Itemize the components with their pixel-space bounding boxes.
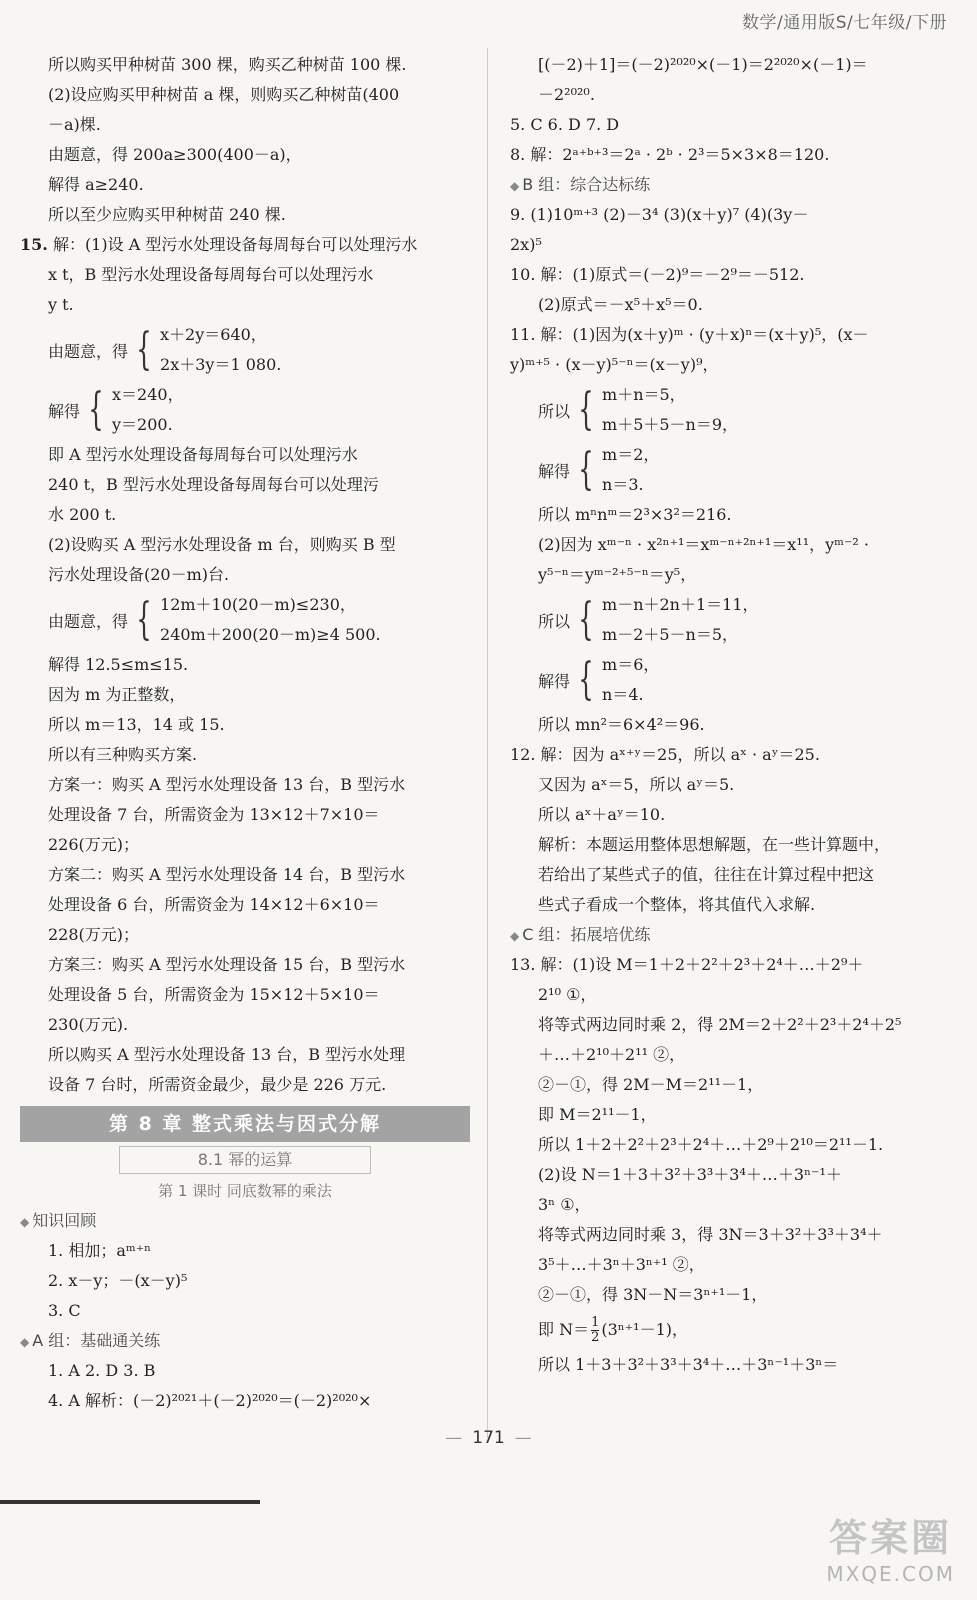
text-line: 所以 mⁿnᵐ＝2³×3²＝216. (538, 505, 732, 524)
text-line: 3ⁿ ①， (538, 1195, 591, 1214)
text-line: 由题意，得 200a≥300(400－a)， (48, 145, 302, 164)
section-heading: ◆ A 组：基础通关练 (20, 1331, 161, 1350)
equation-system (510, 440, 955, 500)
watermark-logo (826, 1507, 955, 1586)
text-line: 处理设备 5 台，所需资金为 15×12＋5×10＝ (48, 985, 380, 1004)
logo-url: MXQE.COM (826, 1562, 955, 1586)
brace-icon: { (578, 654, 594, 705)
system-lead: 所以 (538, 401, 571, 421)
text-line: 所以 m＝13，14 或 15. (48, 715, 225, 734)
chapter-banner: 第 8 章 整式乘法与因式分解 (20, 1106, 470, 1142)
equation-system (510, 380, 955, 440)
answer-line: 10. 解：(1)原式＝(－2)⁹＝－2⁹＝－512. (510, 265, 805, 284)
section-heading: ◆ 知识回顾 (20, 1211, 97, 1230)
text-line: 方案一：购买 A 型污水处理设备 13 台，B 型污水 (48, 775, 406, 794)
text-line: x t，B 型污水处理设备每周每台可以处理污水 (48, 265, 374, 284)
text-line: ②－①，得 3N－N＝3ⁿ⁺¹－1， (538, 1285, 768, 1304)
system-lead: 所以 (538, 611, 571, 631)
system-lead: 解得 (538, 671, 571, 691)
analysis-line: 解析：本题运用整体思想解题，在一些计算题中， (538, 835, 891, 854)
inequality: 240m＋200(20－m)≥4 500. (160, 625, 381, 644)
answer-line: 1. 相加；aᵐ⁺ⁿ (48, 1241, 152, 1260)
fraction-line (510, 1310, 955, 1350)
text-line: y)ᵐ⁺⁵ · (x－y)⁵⁻ⁿ＝(x－y)⁹， (510, 355, 719, 374)
numerator: 1 (591, 1315, 600, 1330)
text-line: 226(万元)； (48, 835, 140, 854)
text-line: 污水处理设备(20－m)台. (48, 565, 230, 584)
answer-line: 5. C 6. D 7. D (510, 115, 620, 134)
text-line: (2)因为 xᵐ⁻ⁿ · x²ⁿ⁺¹＝xᵐ⁻ⁿ⁺²ⁿ⁺¹＝x¹¹，yᵐ⁻² · (538, 535, 870, 554)
text-line: 所以购买甲种树苗 300 棵，购买乙种树苗 100 棵. (48, 55, 407, 74)
brace-icon: { (136, 324, 152, 375)
equation-system (510, 590, 955, 650)
equation: y＝200. (112, 415, 173, 434)
diamond-icon: ◆ (510, 179, 520, 193)
page-header: 数学/通用版S/七年级/下册 (742, 13, 947, 33)
section-title: 8.1 幂的运算 (119, 1146, 371, 1174)
answer-line: 12. 解：因为 aˣ⁺ʸ＝25，所以 aˣ · aʸ＝25. (510, 745, 820, 764)
system-lead: 由题意，得 (48, 611, 129, 631)
text-line: 2¹⁰ ①， (538, 985, 597, 1004)
diamond-icon: ◆ (20, 1335, 30, 1349)
text-line: 228(万元)； (48, 925, 140, 944)
section-heading: ◆ C 组：拓展培优练 (510, 925, 651, 944)
text-line: 2x)⁵ (510, 235, 542, 254)
equation: m＋n＝5， (602, 385, 686, 404)
bottom-rule (0, 1500, 260, 1504)
text-line: －a)棵. (48, 115, 101, 134)
text-line: 即 A 型污水处理设备每周每台可以处理污水 (48, 445, 358, 464)
denominator: 2 (591, 1330, 600, 1345)
text-line: 处理设备 6 台，所需资金为 14×12＋6×10＝ (48, 895, 380, 914)
text-line: (2)设购买 A 型污水处理设备 m 台，则购买 B 型 (48, 535, 396, 554)
right-column (510, 50, 955, 1380)
answer-line: 4. A 解析：(－2)²⁰²¹＋(－2)²⁰²⁰＝(－2)²⁰²⁰× (48, 1391, 372, 1410)
answer-line: 2. x－y；－(x－y)⁵ (48, 1271, 188, 1290)
text-line: 即 M＝2¹¹－1， (538, 1105, 657, 1124)
left-column (20, 50, 470, 1416)
equation: m＝6， (602, 655, 660, 674)
equation: m＋5＋5－n＝9， (602, 415, 739, 434)
question-15 (20, 230, 470, 260)
text-line: 所以 aˣ＋aʸ＝10. (538, 805, 666, 824)
answer-line: 8. 解：2ᵃ⁺ᵇ⁺³＝2ᵃ · 2ᵇ · 2³＝5×3×8＝120. (510, 145, 830, 164)
equation: n＝3. (602, 475, 644, 494)
text-line: 所以 1＋3＋3²＋3³＋3⁴＋…＋3ⁿ⁻¹＋3ⁿ＝ (538, 1355, 839, 1374)
text-line: (2)原式＝－x⁵＋x⁵＝0. (538, 295, 703, 314)
text-line: 将等式两边同时乘 3，得 3N＝3＋3²＋3³＋3⁴＋ (538, 1225, 883, 1244)
text-line: 所以 mn²＝6×4²＝96. (538, 715, 705, 734)
text-line: 处理设备 7 台，所需资金为 13×12＋7×10＝ (48, 805, 380, 824)
text-line: 方案三：购买 A 型污水处理设备 15 台，B 型污水 (48, 955, 406, 974)
equation-system (20, 380, 470, 440)
text-line: 所以 1＋2＋2²＋2³＋2⁴＋…＋2⁹＋2¹⁰＝2¹¹－1. (538, 1135, 884, 1154)
text-line: 因为 m 为正整数， (48, 685, 186, 704)
brace-icon: { (88, 384, 104, 435)
text-line: ②－①，得 2M－M＝2¹¹－1， (538, 1075, 764, 1094)
equation: 2x＋3y＝1 080. (160, 355, 282, 374)
answer-line: 9. (1)10ᵐ⁺³ (2)－3⁴ (3)(x＋y)⁷ (4)(3y－ (510, 205, 809, 224)
analysis-line: 若给出了某些式子的值，往往在计算过程中把这 (538, 865, 875, 884)
diamond-icon: ◆ (20, 1215, 30, 1229)
column-divider (487, 48, 488, 1438)
text-line: 又因为 aˣ＝5，所以 aʸ＝5. (538, 775, 735, 794)
text-line: 所以至少应购买甲种树苗 240 棵. (48, 205, 286, 224)
brace-icon: { (136, 594, 152, 645)
equation: n＝4. (602, 685, 644, 704)
brace-icon: { (578, 384, 594, 435)
answer-line: 1. A 2. D 3. B (48, 1361, 156, 1380)
text-line: 解：(1)设 A 型污水处理设备每周每台可以处理污水 (52, 235, 418, 254)
question-number: 15. (20, 235, 48, 254)
system-lead: 由题意，得 (48, 341, 129, 361)
text-line: 所以有三种购买方案. (48, 745, 198, 764)
text-line: ＋…＋2¹⁰＋2¹¹ ②， (538, 1045, 686, 1064)
answer-line: 13. 解：(1)设 M＝1＋2＋2²＋2³＋2⁴＋…＋2⁹＋ (510, 955, 864, 974)
text-line: 230(万元). (48, 1015, 129, 1034)
text-line: y t. (48, 295, 74, 314)
text-line: y⁵⁻ⁿ＝yᵐ⁻²⁺⁵⁻ⁿ＝y⁵， (538, 565, 697, 584)
answer-line: 11. 解：(1)因为(x＋y)ᵐ · (y＋x)ⁿ＝(x＋y)⁵，(x－ (510, 325, 869, 344)
text-line: 将等式两边同时乘 2，得 2M＝2＋2²＋2³＋2⁴＋2⁵ (538, 1015, 902, 1034)
inequality-system (20, 590, 470, 650)
text-line: (2)设 N＝1＋3＋3²＋3³＋3⁴＋…＋3ⁿ⁻¹＋ (538, 1165, 842, 1184)
text-line: 3⁵＋…＋3ⁿ＋3ⁿ⁺¹ ②， (538, 1255, 705, 1274)
text-span: (3ⁿ⁺¹－1)， (601, 1320, 689, 1339)
text-line: (2)设应购买甲种树苗 a 棵，则购买乙种树苗(400 (48, 85, 400, 104)
text-line: 240 t，B 型污水处理设备每周每台可以处理污 (48, 475, 379, 494)
section-heading: ◆ B 组：综合达标练 (510, 175, 651, 194)
text-line: 解得 12.5≤m≤15. (48, 655, 189, 674)
answer-line: 3. C (48, 1301, 81, 1320)
text-line: 所以购买 A 型污水处理设备 13 台，B 型污水处理 (48, 1045, 406, 1064)
inequality: 12m＋10(20－m)≤230， (160, 595, 356, 614)
equation: m＝2， (602, 445, 660, 464)
text-line: 设备 7 台时，所需资金最少，最少是 226 万元. (48, 1075, 387, 1094)
brace-icon: { (578, 444, 594, 495)
brace-icon: { (578, 594, 594, 645)
page-number: — 171 — (445, 1428, 532, 1448)
system-lead: 解得 (538, 461, 571, 481)
lesson-title: 第 1 课时 同底数幂的乘法 (158, 1182, 332, 1200)
text-line: 水 200 t. (48, 505, 117, 524)
text-line: 解得 a≥240. (48, 175, 144, 194)
fraction (591, 1316, 599, 1345)
text-line: 方案二：购买 A 型污水处理设备 14 台，B 型污水 (48, 865, 406, 884)
equation: m－n＋2n＋1＝11， (602, 595, 759, 614)
equation: m－2＋5－n＝5， (602, 625, 739, 644)
text-line: －2²⁰²⁰. (538, 85, 595, 104)
equation-system (20, 320, 470, 380)
logo-text: 答案圈 (829, 1516, 953, 1560)
analysis-line: 些式子看成一个整体，将其值代入求解. (538, 895, 816, 914)
system-lead: 解得 (48, 401, 81, 421)
text-line: [(－2)＋1]＝(－2)²⁰²⁰×(－1)＝2²⁰²⁰×(－1)＝ (538, 55, 868, 74)
diamond-icon: ◆ (510, 929, 520, 943)
text-span: 即 N＝ (538, 1320, 590, 1339)
equation-system (510, 650, 955, 710)
equation: x＝240， (112, 385, 184, 404)
equation: x＋2y＝640， (160, 325, 267, 344)
